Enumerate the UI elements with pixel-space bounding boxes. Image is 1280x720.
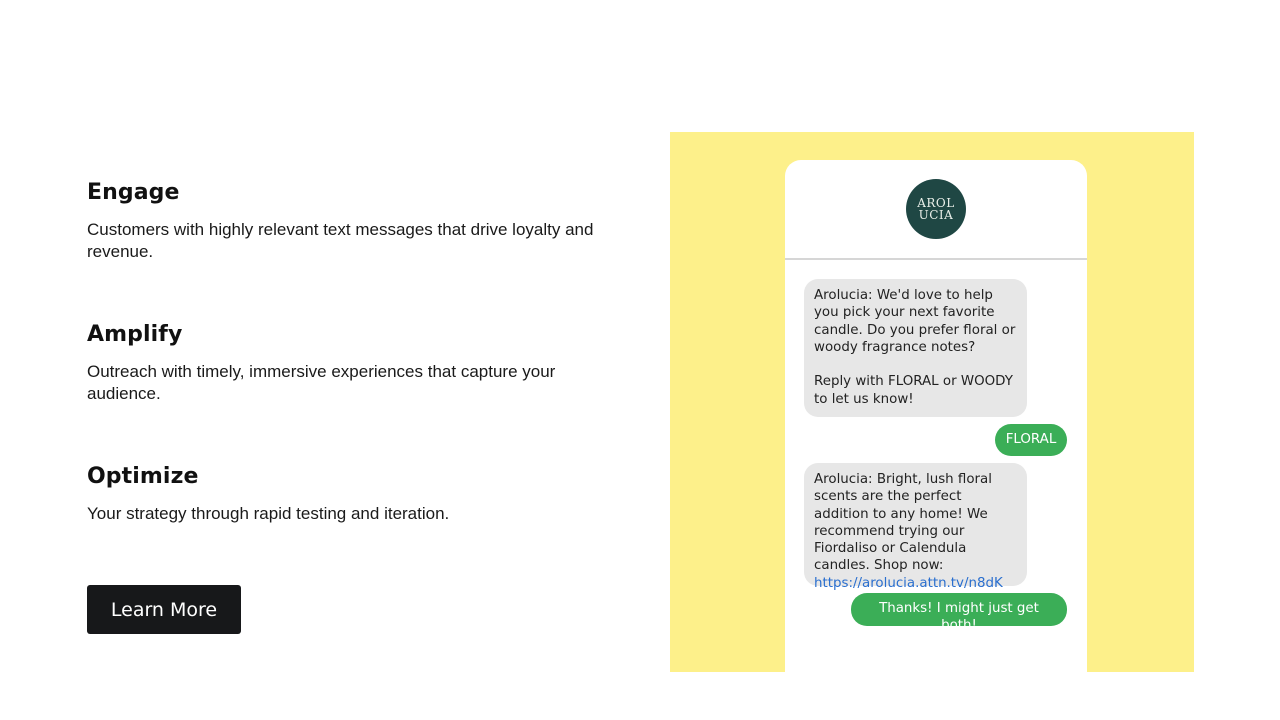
feature-description: Your strategy through rapid testing and iteration. <box>87 504 450 523</box>
sms-promo-panel <box>670 132 1194 672</box>
feature-title: Engage <box>87 180 180 205</box>
feature-engage <box>87 180 627 263</box>
feature-title: Amplify <box>87 322 183 347</box>
incoming-message: Arolucia: We'd love to help you pick your next favorite candle. Do you prefer floral or woody fragrance notes? Reply with FLORAL or WOODY to let us know! <box>804 279 1027 417</box>
feature-description: Outreach with timely, immersive experiences that capture your audience. <box>87 362 556 403</box>
brand-logo-line: UCIA <box>918 208 954 222</box>
brand-logo-line: AROL <box>917 196 955 210</box>
feature-optimize <box>87 464 627 525</box>
outgoing-message: FLORAL <box>995 424 1067 456</box>
feature-amplify <box>87 322 627 405</box>
phone-mockup <box>785 160 1087 672</box>
conversation-header <box>785 160 1087 260</box>
brand-logo <box>906 179 966 239</box>
feature-title: Optimize <box>87 464 199 489</box>
message-text: Arolucia: Bright, lush floral scents are the perfect addition to any home! We recommend trying our Fiordaliso or Calendula candles. Shop now: <box>814 472 992 574</box>
shop-link[interactable]: https://arolucia.attn.tv/n8dK <box>814 575 1003 591</box>
feature-description: Customers with highly relevant text messages that drive loyalty and revenue. <box>87 220 594 261</box>
incoming-message <box>804 463 1027 591</box>
learn-more-button[interactable]: Learn More <box>87 585 241 634</box>
outgoing-message: Thanks! I might just get both! <box>851 593 1067 626</box>
